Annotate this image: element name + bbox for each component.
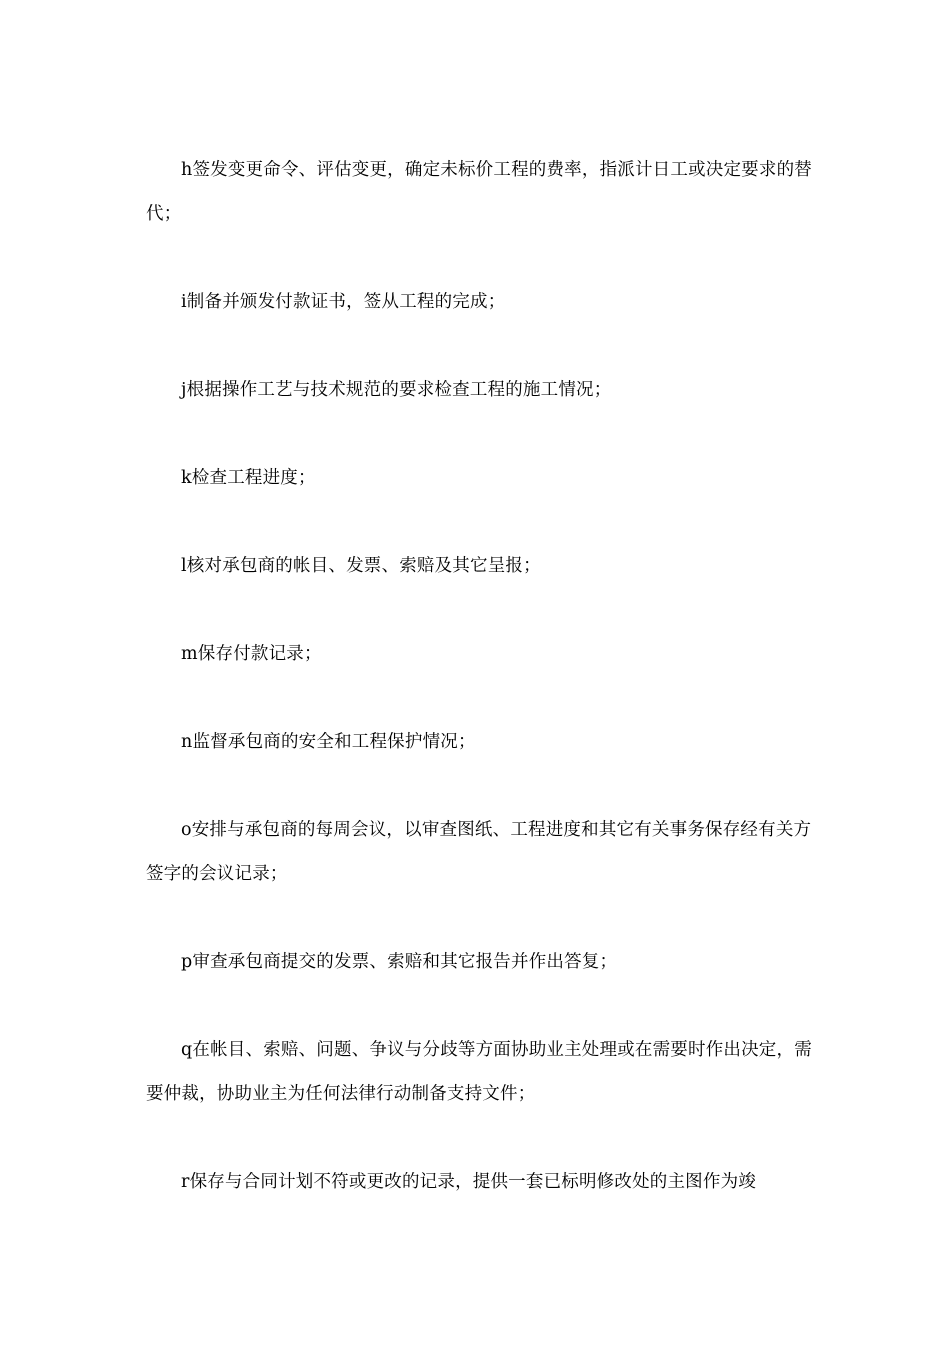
paragraph-r: r保存与合同计划不符或更改的记录，提供一套已标明修改处的主图作为竣: [181, 1172, 756, 1192]
paragraph-m: m保存付款记录；: [181, 644, 322, 664]
paragraph-l: l核对承包商的帐目、发票、索赔及其它呈报；: [181, 556, 541, 576]
paragraph-k: k检查工程进度；: [181, 468, 316, 488]
paragraph-o: o安排与承包商的每周会议，以审查图纸、工程进度和其它有关事务保存经有关方签字的会议记录；: [146, 820, 812, 884]
paragraph-q: q在帐目、索赔、问题、争议与分歧等方面协助业主处理或在需要时作出决定，需要仲裁，协助业主为任何法律行动制备支持文件；: [146, 1040, 812, 1104]
paragraph-j: j根据操作工艺与技术规范的要求检查工程的施工情况；: [181, 380, 612, 400]
paragraph-n: n监督承包商的安全和工程保护情况；: [181, 732, 476, 752]
paragraph-h: h签发变更命令、评估变更，确定未标价工程的费率，指派计日工或决定要求的替代；: [146, 160, 812, 224]
paragraph-i: i制备并颁发付款证书，签从工程的完成；: [181, 292, 506, 312]
paragraph-p: p审查承包商提交的发票、索赔和其它报告并作出答复；: [181, 952, 618, 972]
